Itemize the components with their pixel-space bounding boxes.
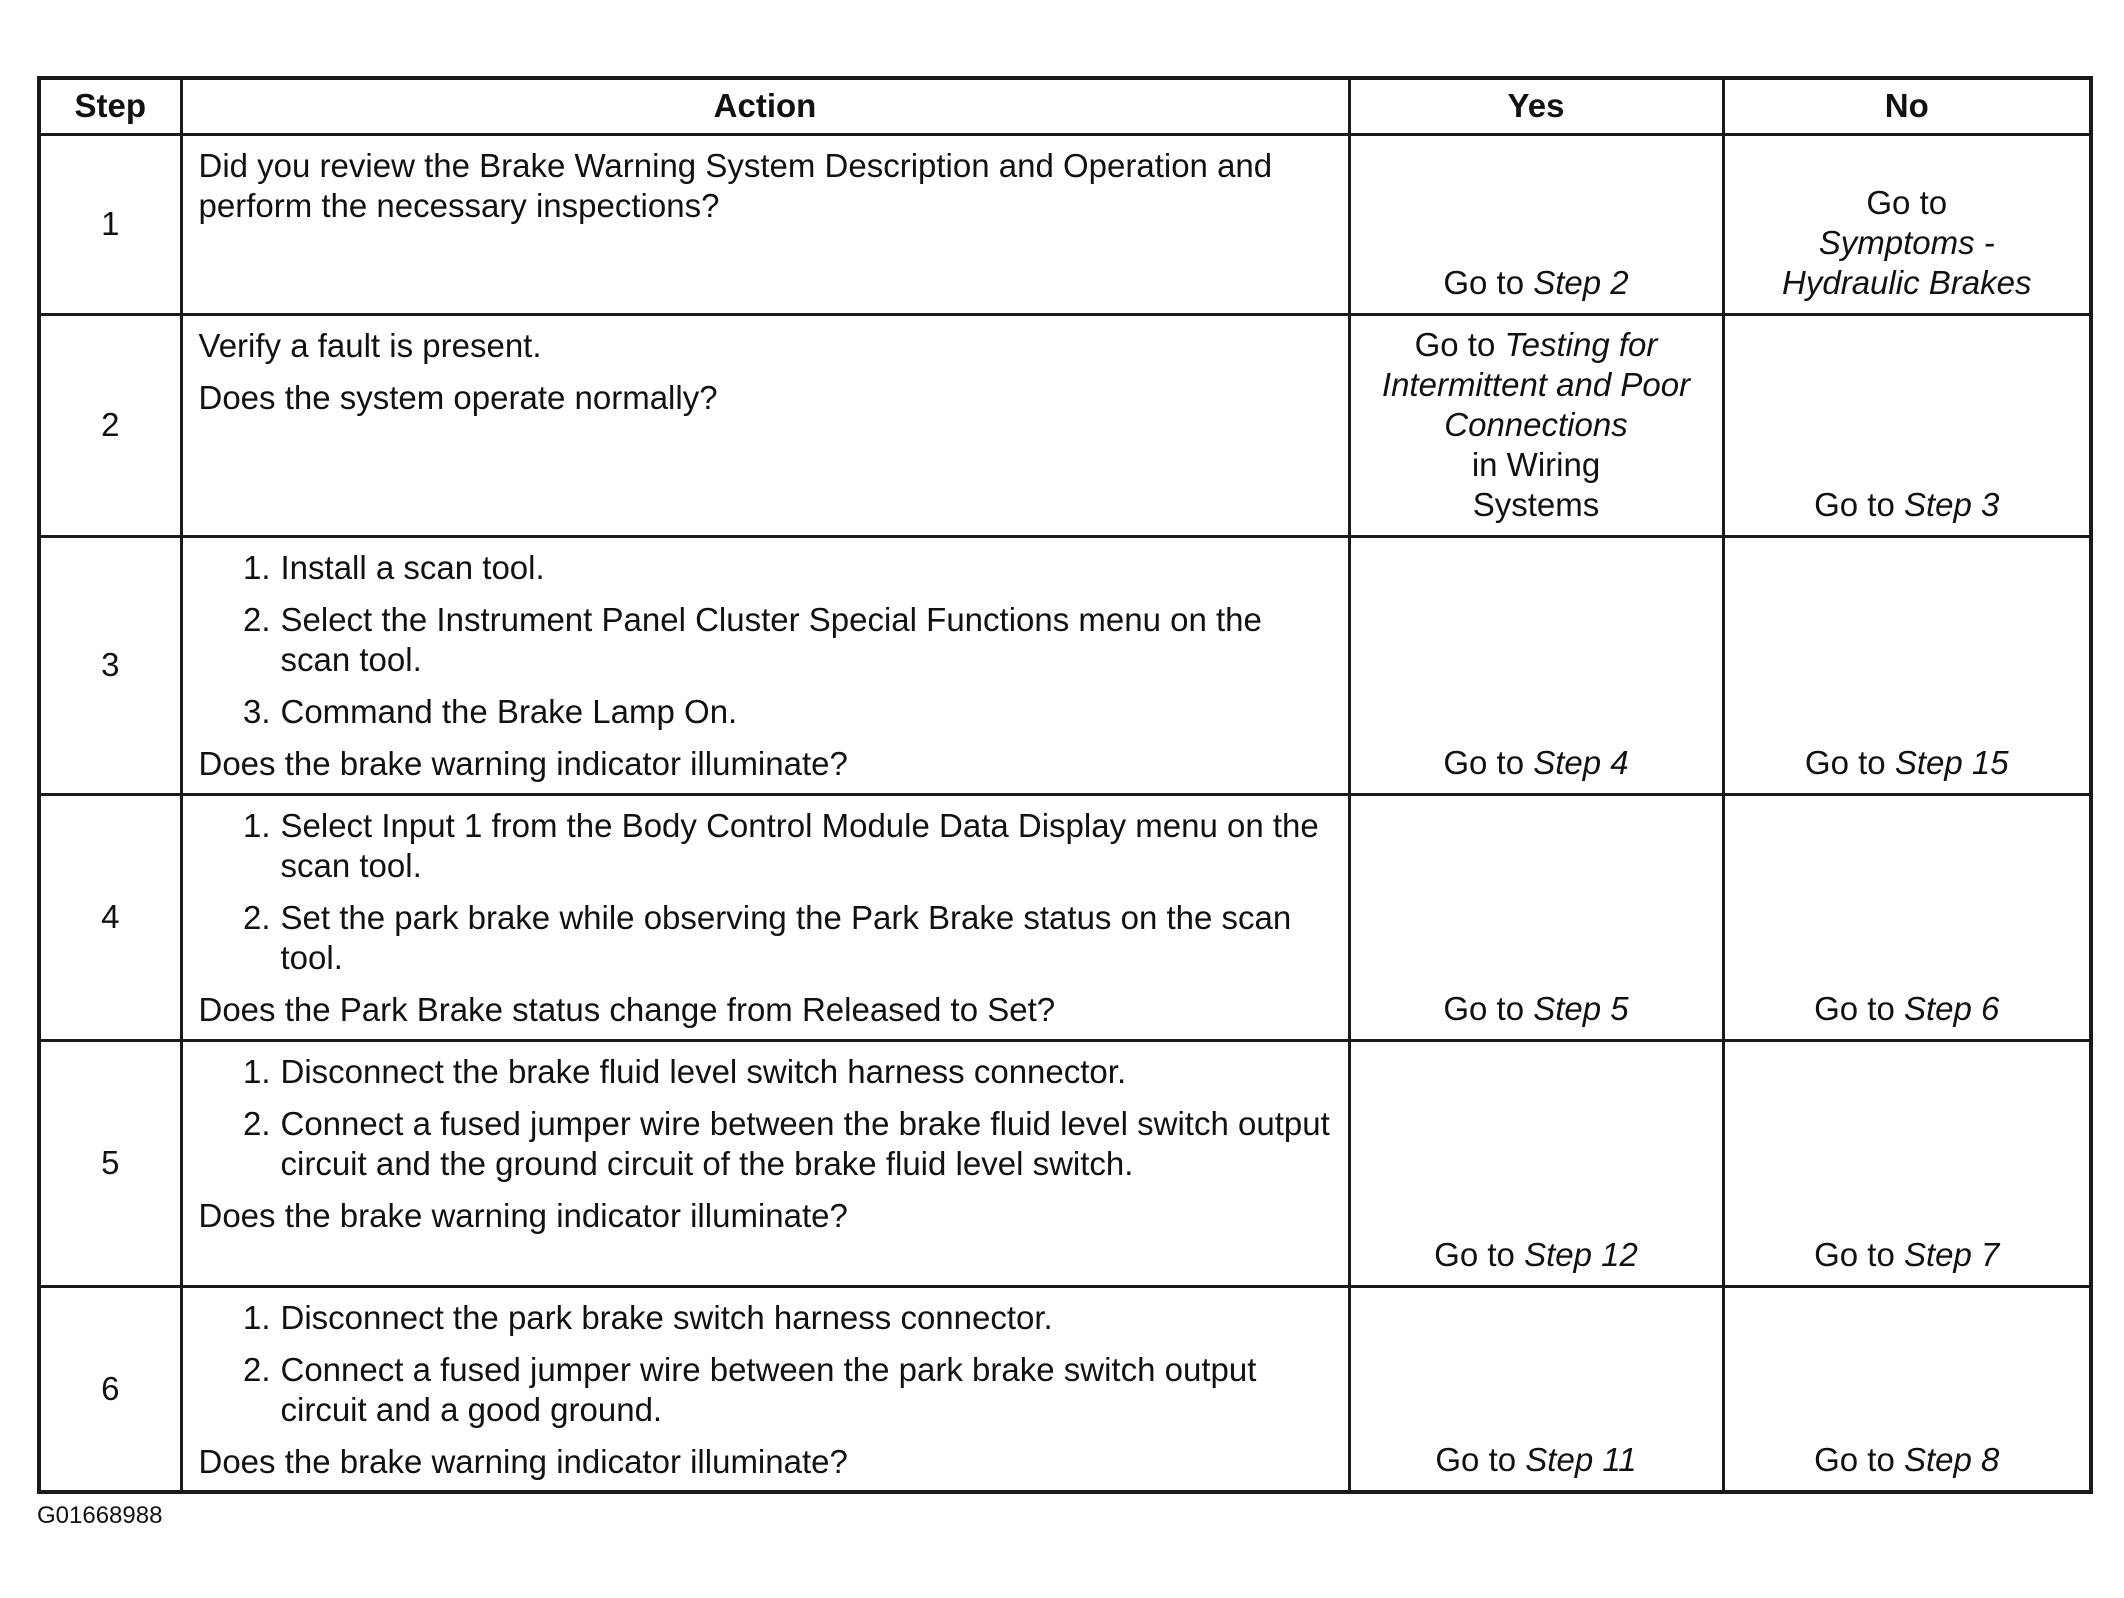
- action-step-text: Connect a fused jumper wire between the park brake switch output circuit and a good ground.: [280, 1350, 1257, 1428]
- action-step-number: 2.: [242, 1350, 271, 1388]
- yes-result-line: [1355, 1235, 1718, 1275]
- table-row: [39, 794, 2091, 1040]
- yes-result-line: [1355, 405, 1718, 445]
- yes-result-line: [1355, 325, 1718, 365]
- no-result-text: Go to: [1866, 183, 1948, 221]
- no-result-reference: Step 7: [1903, 1235, 2000, 1273]
- yes-result-reference: Step 11: [1525, 1440, 1637, 1478]
- no-cell: [1723, 536, 2091, 794]
- action-step-number: 1.: [242, 1298, 271, 1336]
- no-result-reference: Hydraulic Brakes: [1782, 263, 2032, 301]
- action-step-text: Set the park brake while observing the Park Brake status on the scan tool.: [280, 898, 1292, 976]
- yes-result-line: [1355, 1440, 1718, 1480]
- yes-result-reference: Step 2: [1533, 263, 1629, 301]
- action-step-item: [199, 548, 1336, 588]
- header-step: Step: [39, 78, 181, 134]
- no-result-reference: Symptoms -: [1818, 223, 1995, 261]
- yes-result-line: [1355, 263, 1718, 303]
- no-result-line: [1729, 743, 2086, 783]
- table-row: [39, 134, 2091, 314]
- yes-result-line: [1355, 365, 1718, 405]
- action-cell: [181, 1286, 1349, 1492]
- action-step-number: 3.: [242, 692, 271, 730]
- header-row: [39, 78, 2091, 134]
- no-result-text: Go to: [1814, 989, 1904, 1027]
- yes-result-reference: Step 5: [1533, 989, 1629, 1027]
- action-step-number: 2.: [242, 1104, 271, 1142]
- table-body: [39, 134, 2091, 1492]
- action-step-text: Install a scan tool.: [280, 548, 545, 586]
- no-result-text: Go to: [1804, 743, 1895, 781]
- no-result-line: [1729, 485, 2086, 525]
- action-step-text: Select the Instrument Panel Cluster Special Functions menu on the scan tool.: [280, 600, 1262, 678]
- no-result-line: [1729, 183, 2086, 223]
- header-yes: Yes: [1349, 78, 1723, 134]
- yes-cell: [1349, 134, 1723, 314]
- no-result-reference: Step 6: [1903, 989, 2000, 1027]
- action-step-item: [199, 898, 1336, 978]
- action-step-item: [199, 692, 1336, 732]
- action-question: Verify a fault is present.: [198, 326, 542, 364]
- action-question: Does the brake warning indicator illuminate?: [198, 744, 848, 782]
- step-number: 2: [39, 314, 181, 536]
- action-question: Does the system operate normally?: [198, 378, 718, 416]
- yes-result-text: Go to: [1434, 1235, 1525, 1273]
- no-result-line: [1729, 263, 2086, 303]
- action-question: Does the brake warning indicator illuminate?: [198, 1442, 848, 1480]
- yes-result-reference: Connections: [1444, 405, 1628, 443]
- action-step-item: [199, 600, 1336, 680]
- yes-result-reference: Step 4: [1533, 743, 1629, 781]
- yes-result-line: [1355, 445, 1718, 485]
- yes-result-text: Go to: [1443, 989, 1534, 1027]
- action-step-item: [199, 1298, 1336, 1338]
- no-cell: [1723, 794, 2091, 1040]
- yes-cell: [1349, 794, 1723, 1040]
- action-step-item: [199, 1350, 1336, 1430]
- no-result-line: [1729, 1235, 2086, 1275]
- yes-result-text: Go to: [1414, 325, 1505, 363]
- action-step-text: Disconnect the brake fluid level switch harness connector.: [280, 1052, 1127, 1090]
- yes-result-line: [1355, 485, 1718, 525]
- figure-id: G01668988: [37, 1502, 163, 1529]
- action-steps-list: [199, 806, 1336, 978]
- action-cell: [181, 1040, 1349, 1286]
- action-steps-list: [199, 1298, 1336, 1430]
- table-row: [39, 1040, 2091, 1286]
- no-result-line: [1729, 223, 2086, 263]
- step-number: 5: [39, 1040, 181, 1286]
- table-row: [39, 536, 2091, 794]
- action-steps-list: [199, 1052, 1336, 1184]
- action-step-number: 2.: [242, 600, 271, 638]
- table-row: [39, 314, 2091, 536]
- table-row: [39, 1286, 2091, 1492]
- action-cell: [181, 314, 1349, 536]
- action-question: Does the Park Brake status change from Released to Set?: [198, 990, 1056, 1028]
- yes-result-line: [1355, 743, 1718, 783]
- step-number: 6: [39, 1286, 181, 1492]
- action-step-number: 2.: [242, 898, 271, 936]
- action-question: Did you review the Brake Warning System Description and Operation and perform the necessary inspections?: [198, 146, 1273, 224]
- no-result-line: [1729, 1440, 2086, 1480]
- action-step-text: Connect a fused jumper wire between the brake fluid level switch output circuit and the ground circuit of the brake fluid level switch.: [280, 1104, 1330, 1182]
- no-cell: [1723, 1286, 2091, 1492]
- no-cell: [1723, 314, 2091, 536]
- yes-result-text: Systems: [1472, 485, 1600, 523]
- yes-cell: [1349, 314, 1723, 536]
- action-step-item: [199, 1052, 1336, 1092]
- yes-cell: [1349, 1040, 1723, 1286]
- header-action: Action: [181, 78, 1349, 134]
- action-step-number: 1.: [242, 548, 271, 586]
- no-result-text: Go to: [1814, 1235, 1904, 1273]
- no-cell: [1723, 1040, 2091, 1286]
- action-cell: [181, 536, 1349, 794]
- no-result-text: Go to: [1814, 485, 1904, 523]
- yes-result-text: in Wiring: [1471, 445, 1601, 483]
- header-no: No: [1723, 78, 2091, 134]
- action-step-item: [199, 806, 1336, 886]
- yes-cell: [1349, 1286, 1723, 1492]
- action-step-text: Select Input 1 from the Body Control Module Data Display menu on the scan tool.: [280, 806, 1319, 884]
- action-steps-list: [199, 548, 1336, 732]
- action-cell: [181, 134, 1349, 314]
- yes-result-reference: Step 12: [1524, 1235, 1638, 1273]
- no-result-reference: Step 3: [1903, 485, 2000, 523]
- diagnostic-table: [37, 76, 2093, 1494]
- step-number: 1: [39, 134, 181, 314]
- no-result-text: Go to: [1814, 1440, 1904, 1478]
- action-cell: [181, 794, 1349, 1040]
- yes-result-reference: Intermittent and Poor: [1381, 365, 1691, 403]
- yes-result-reference: Testing for: [1504, 325, 1658, 363]
- step-number: 3: [39, 536, 181, 794]
- step-number: 4: [39, 794, 181, 1040]
- action-step-text: Disconnect the park brake switch harness connector.: [280, 1298, 1053, 1336]
- yes-result-line: [1355, 989, 1718, 1029]
- action-step-text: Command the Brake Lamp On.: [280, 692, 738, 730]
- action-question: Does the brake warning indicator illuminate?: [198, 1196, 848, 1234]
- yes-result-text: Go to: [1435, 1440, 1526, 1478]
- yes-result-text: Go to: [1443, 743, 1534, 781]
- no-cell: [1723, 134, 2091, 314]
- no-result-reference: Step 15: [1894, 743, 2009, 781]
- yes-cell: [1349, 536, 1723, 794]
- action-step-item: [199, 1104, 1336, 1184]
- action-step-number: 1.: [242, 1052, 271, 1090]
- no-result-line: [1729, 989, 2086, 1029]
- no-result-reference: Step 8: [1903, 1440, 2000, 1478]
- yes-result-text: Go to: [1443, 263, 1534, 301]
- action-step-number: 1.: [242, 806, 271, 844]
